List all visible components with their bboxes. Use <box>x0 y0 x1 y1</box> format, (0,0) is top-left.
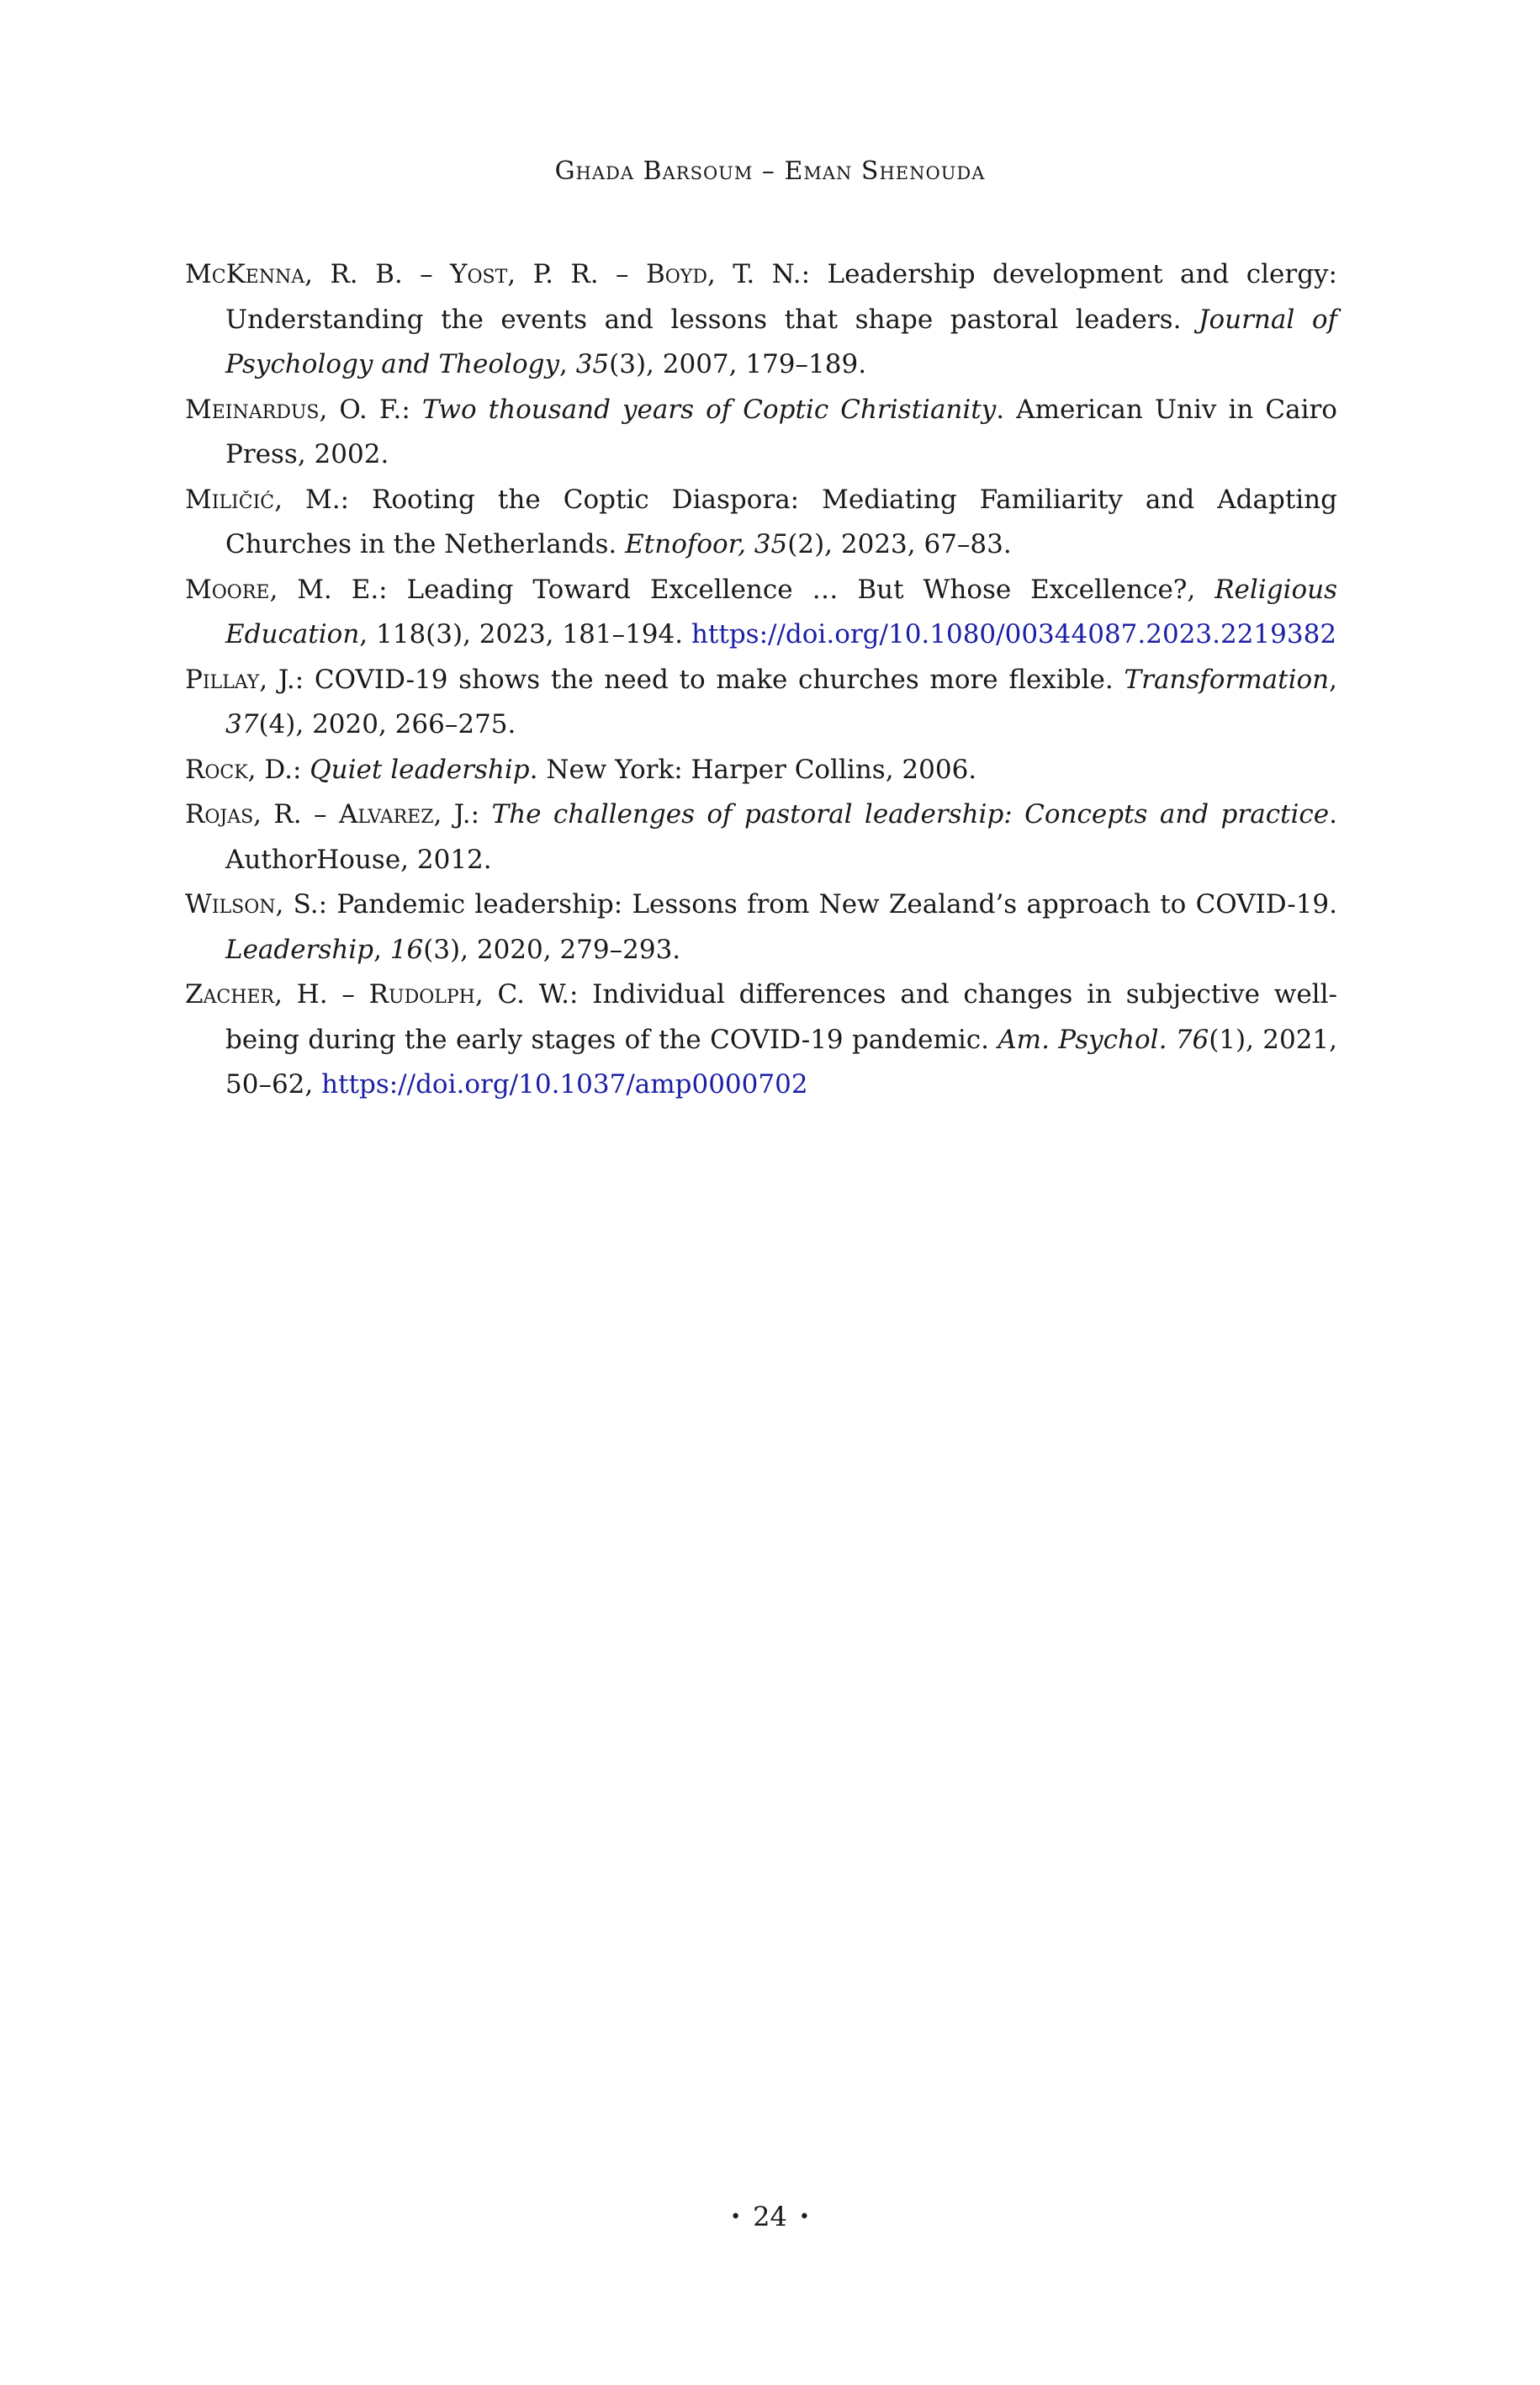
reference-item <box>185 658 1337 748</box>
reference-item <box>185 252 1337 388</box>
reference-rest: . American Univ in Cairo Press, 2002. <box>225 394 1337 469</box>
reference-item <box>185 882 1337 973</box>
reference-text: Rooting the Coptic Diaspora: Mediating Familiarity and Adapting Churches in the Netherlands. <box>225 484 1337 559</box>
reference-rest: (3), 2020, 279–293. <box>423 934 681 965</box>
reference-journal: Transformation <box>1124 664 1330 695</box>
reference-text: Individual differences and changes in subjective well-being during the early stages of the COVID-19 pandemic. <box>225 979 1337 1055</box>
page-footer <box>0 2201 1540 2233</box>
reference-volume: 35 <box>575 349 610 379</box>
reference-rest: (1), 2021, 50–62, <box>225 1024 1338 1100</box>
reference-text: Leading Toward Excellence … But Whose Excellence?, <box>387 574 1215 605</box>
reference-volume: 16 <box>389 934 424 965</box>
reference-title: Two thousand years of Coptic Christianity <box>421 394 997 425</box>
reference-item <box>185 973 1337 1108</box>
reference-authors: Wilson, S.: <box>185 889 328 920</box>
reference-authors: Rock, D.: <box>185 754 302 785</box>
reference-rest: . New York: Harper Collins, 2006. <box>529 754 977 785</box>
reference-rest: (3), 2007, 179–189. <box>609 349 867 379</box>
footer-bullet-right: • <box>798 2207 810 2228</box>
reference-spacer <box>301 755 310 785</box>
footer-bullet-left: • <box>730 2207 742 2228</box>
reference-list <box>185 252 1337 1108</box>
reference-separator: , <box>373 934 390 965</box>
reference-item <box>185 792 1337 882</box>
reference-authors: Miličić, M.: <box>185 484 350 515</box>
reference-journal: Journal of Psychology and Theology <box>225 304 1337 379</box>
reference-title: The challenges of pastoral leadership: Concepts and practice <box>491 799 1330 829</box>
reference-title: Quiet leadership <box>310 754 530 785</box>
reference-journal: Leadership <box>225 934 374 965</box>
reference-item <box>185 748 1337 793</box>
reference-text: Pandemic leadership: Lessons from New Zealand’s approach to COVID-19. <box>327 889 1337 920</box>
reference-text: Leadership development and clergy: Understanding the events and lessons that shape pastoral leaders. <box>225 259 1337 335</box>
reference-spacer <box>479 799 491 829</box>
reference-volume: 37 <box>225 709 259 739</box>
reference-separator: , <box>558 349 576 379</box>
reference-authors: Meinardus, O. F.: <box>185 394 410 425</box>
reference-item <box>185 568 1337 658</box>
page-number: 24 <box>753 2201 787 2233</box>
reference-authors: McKenna, R. B. – Yost, P. R. – Boyd, T. N.: <box>185 259 811 289</box>
reference-authors: Zacher, H. – Rudolph, C. W.: <box>185 979 579 1010</box>
reference-rest: (4), 2020, 266–275. <box>258 709 516 739</box>
reference-text: COVID-19 shows the need to make churches more flexible. <box>304 664 1125 695</box>
reference-journal: Am. Psychol. 76 <box>998 1024 1209 1055</box>
doi-link[interactable]: https://doi.org/10.1080/00344087.2023.2219382 <box>691 619 1337 649</box>
reference-spacer <box>410 395 422 425</box>
reference-authors: Pillay, J.: <box>185 664 304 695</box>
doi-link[interactable]: https://doi.org/10.1037/amp0000702 <box>321 1069 808 1100</box>
reference-separator: , <box>1329 664 1337 695</box>
reference-journal: Etnofoor, 35 <box>625 529 788 559</box>
reference-authors: Rojas, R. – Alvarez, J.: <box>185 799 480 829</box>
reference-rest: (2), 2023, 67–83. <box>787 529 1012 559</box>
reference-item <box>185 478 1337 568</box>
reference-item <box>185 388 1337 478</box>
reference-rest: , 118(3), 2023, 181–194. <box>359 619 691 649</box>
reference-rest: . AuthorHouse, 2012. <box>225 799 1337 875</box>
reference-journal: Religious Education <box>225 574 1337 649</box>
reference-authors: Moore, M. E.: <box>185 574 388 605</box>
running-head: Ghada Barsoum – Eman Shenouda <box>554 156 986 186</box>
